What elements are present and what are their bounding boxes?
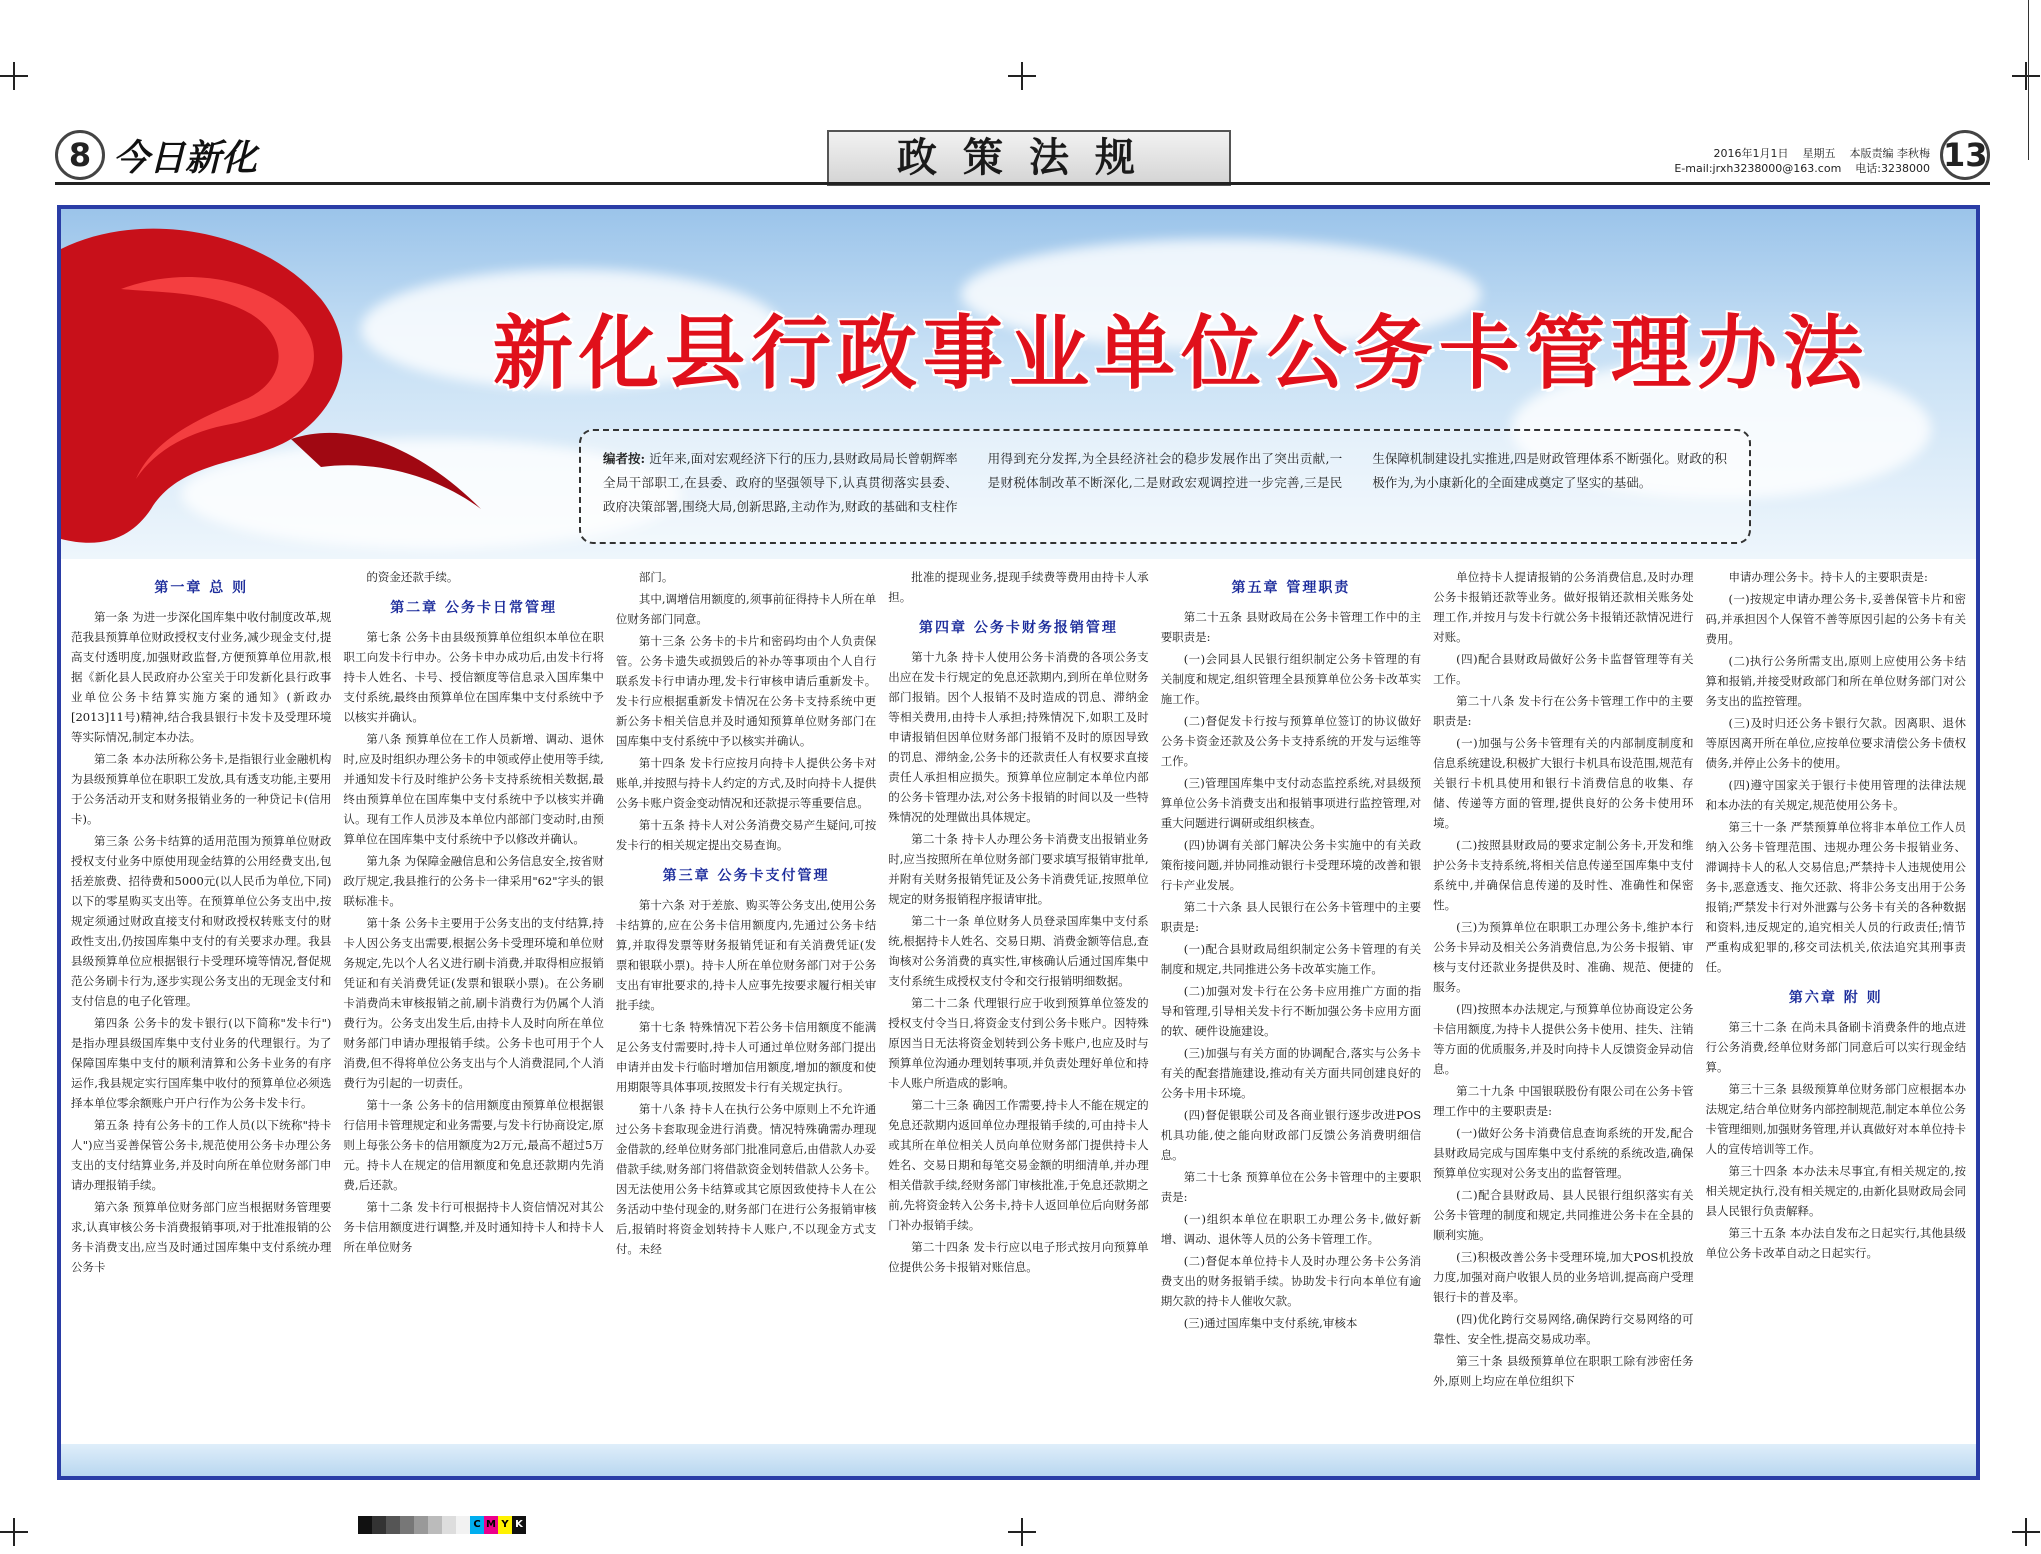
page-number-left: 8 [55, 130, 105, 180]
article-paragraph: 部门。 [638, 570, 674, 584]
article-paragraph: 第十条 公务卡主要用于公务支出的支付结算,持卡人因公务支出需要,根据公务卡受理环境和单位财务规定,先以个人名义进行刷卡消费,并取得相应报销凭证和有关消费凭证(发票和银联小票)。在公务刷卡消费尚未审核报销之前,刷卡消费行为仍属个人消费行为。公务支出发生后,由持卡人及时向所在单位财务部门申请办理报销手续。公务卡也可用于个人消费,但不得将单位公务支出与个人消费混同,个人消费行为引起的一切责任。 [343, 916, 604, 1090]
crop-mark [2012, 62, 2040, 90]
article-paragraph: 第三十四条 本办法未尽事宜,有相关规定的,按相关规定执行,没有相关规定的,由新化县财政局会同县人民银行负责解释。 [1705, 1164, 1966, 1218]
article-paragraph: 第二条 本办法所称公务卡,是指银行业金融机构为县级预算单位在职职工发放,具有透支功能,主要用于公务活动开支和财务报销业务的一种贷记卡(信用卡)。 [71, 752, 332, 826]
article-paragraph: (四)遵守国家关于银行卡使用管理的法律法规和本办法的有关规定,规范使用公务卡。 [1705, 778, 1966, 812]
gray-swatch [386, 1516, 400, 1534]
article-paragraph: (四)协调有关部门解决公务卡实施中的有关政策衔接问题,并协同推动银行卡受理环境的改善和银行卡产业发展。 [1160, 838, 1422, 892]
article-paragraph: 第二十九条 中国银联股份有限公司在公务卡管理工作中的主要职责是: [1433, 1084, 1694, 1118]
trim-line [2028, 0, 2029, 160]
gray-swatch [442, 1516, 456, 1534]
article-paragraph: (三)为预算单位在职职工办理公务卡,维护本行公务卡异动及相关公务消费信息,为公务卡报销、审核与支付还款业务提供及时、准确、规范、便捷的服务。 [1433, 920, 1694, 994]
article-paragraph: (二)执行公务所需支出,原则上应使用公务卡结算和报销,并接受财政部门和所在单位财务部门对公务支出的监控管理。 [1705, 654, 1966, 708]
article-paragraph: (三)管理国库集中支付动态监控系统,对县级预算单位公务卡消费支出和报销事项进行监控管理,对重大问题进行调研或组织核查。 [1160, 776, 1422, 830]
contact-email: E-mail:jrxh3238000@163.com [1674, 162, 1842, 175]
gray-swatch [456, 1516, 470, 1534]
article-paragraph: 第六条 预算单位财务部门应当根据财务管理要求,认真审核公务卡消费报销事项,对于批准报销的公务卡消费支出,应当及时通过国库集中支付系统办理公务卡 [71, 1200, 332, 1274]
article-paragraph: 第二十六条 县人民银行在公务卡管理中的主要职责是: [1160, 900, 1422, 934]
article-paragraph: 第九条 为保障金融信息和公务信息安全,按省财政厅规定,我县推行的公务卡一律采用"62"字头的银联标准卡。 [343, 854, 604, 908]
article-paragraph: 第二十二条 代理银行应于收到预算单位签发的授权支付令当日,将资金支付到公务卡账户。因特殊原因当日无法将资金划转到公务卡账户,也应及时与预算单位沟通办理划转事项,并负责处理好单位和持卡人账户所造成的影响。 [888, 996, 1149, 1090]
issue-weekday: 星期五 [1802, 147, 1836, 160]
article-paragraph: 第十八条 持卡人在执行公务中原则上不允许通过公务卡套取现金进行消费。情况特殊确需办理现金借款的,经单位财务部门批准同意后,由借款人办妥借款手续,财务部门将借款资金划转借款人公务卡。因无法使用公务卡结算或其它原因致使持卡人在公务活动中垫付现金的,财务部门在进行公务报销审核后,报销时将资金划转持卡人账户,不以现金方式支付。未经 [615, 1102, 877, 1256]
article-paragraph: 第十五条 持卡人对公务消费交易产生疑问,可按发卡行的相关规定提出交易查询。 [615, 818, 877, 852]
article-paragraph: 第三十条 县级预算单位在职职工除有涉密任务外,原则上均应在单位组织下 [1433, 1354, 1694, 1388]
page-number-right: 13 [1940, 130, 1990, 180]
article-paragraph: 申请办理公务卡。持卡人的主要职责是: [1728, 570, 1928, 584]
text-column [1433, 567, 1693, 1447]
gray-swatch [358, 1516, 372, 1534]
article-paragraph: 第三十五条 本办法自发布之日起实行,其他县级单位公务卡改革自动之日起实行。 [1705, 1226, 1966, 1260]
issue-info [1660, 146, 1930, 176]
crop-mark [0, 62, 28, 90]
chapter-heading: 第二章 公务卡日常管理 [390, 600, 558, 616]
article-body [71, 567, 1966, 1447]
contact-phone: 电话:3238000 [1855, 162, 1930, 175]
black-swatch: K [512, 1516, 526, 1534]
chapter-heading: 第五章 管理职责 [1231, 580, 1351, 596]
article-paragraph: 第四条 公务卡的发卡银行(以下简称"发卡行")是指办理县级国库集中支付业务的代理银行。为了保障国库集中支付的顺利清算和公务卡业务的有序运作,我县规定实行国库集中收付的预算单位必须选择本单位零余额账户开户行作为公务卡发卡行。 [71, 1016, 332, 1110]
article-paragraph: 批准的提现业务,提现手续费等费用由持卡人承担。 [888, 570, 1149, 604]
article-paragraph: 第五条 持有公务卡的工作人员(以下统称"持卡人")应当妥善保管公务卡,规范使用公务卡办理公务支出的支付结算业务,并及时向所在单位财务部门申请办理报销手续。 [71, 1118, 332, 1192]
article-paragraph: (一)配合县财政局组织制定公务卡管理的有关制度和规定,共同推进公务卡改革实施工作。 [1160, 942, 1422, 976]
article-paragraph: 第二十三条 确因工作需要,持卡人不能在规定的免息还款期内返回单位办理报销手续的,可由持卡人或其所在单位相关人员向单位财务部门提供持卡人姓名、交易日期和每笔交易金额的明细清单,并办理相关借款手续,经财务部门审核批准,于免息还款期之前,先将资金转入公务卡,持卡人返回单位后向财务部门补办报销手续。 [888, 1098, 1149, 1232]
magenta-swatch: M [484, 1516, 498, 1534]
article-paragraph: (二)督促本单位持卡人及时办理公务卡公务消费支出的财务报销手续。协助发卡行向本单位有逾期欠款的持卡人催收欠款。 [1160, 1254, 1422, 1308]
page-editor: 本版责编 李秋梅 [1849, 147, 1930, 160]
gray-swatch [428, 1516, 442, 1534]
article-paragraph: 第八条 预算单位在工作人员新增、调动、退休时,应及时组织办理公务卡的申领或停止使用等手续,并通知发卡行及时维护公务卡支持系统相关数据,最终由预算单位在国库集中支付系统中予以核实并确认。现有工作人员涉及本单位内部部门变动时,由预算单位在国库集中支付系统中予以修改并确认。 [343, 732, 604, 846]
text-column [343, 567, 603, 1447]
article-paragraph: (三)加强与有关方面的协调配合,落实与公务卡有关的配套措施建设,推动有关方面共同创建良好的公务卡用卡环境。 [1160, 1046, 1422, 1100]
editor-note-label: 编者按: [603, 451, 646, 466]
article-paragraph: 第十七条 特殊情况下若公务卡信用额度不能满足公务支付需要时,持卡人可通过单位财务部门提出申请并由发卡行临时增加信用额度,增加的额度和使用期限等具体事项,按照发卡行有关规定执行。 [615, 1020, 877, 1094]
article-headline: 新化县行政事业单位公务卡管理办法 [493, 307, 1869, 400]
cyan-swatch: C [470, 1516, 484, 1534]
article-paragraph: (二)配合县财政局、县人民银行组织落实有关公务卡管理的制度和规定,共同推进公务卡在全县的顺利实施。 [1433, 1188, 1694, 1242]
gray-swatch [400, 1516, 414, 1534]
article-paragraph: (四)督促银联公司及各商业银行逐步改进POS机具功能,使之能向财政部门反馈公务消费明细信息。 [1160, 1108, 1422, 1162]
article-paragraph: (二)加强对发卡行在公务卡应用推广方面的指导和管理,引导相关发卡行不断加强公务卡应用方面的软、硬件设施建设。 [1160, 984, 1422, 1038]
color-registration-bar [358, 1516, 526, 1534]
article-paragraph: (二)督促发卡行按与预算单位签订的协议做好公务卡资金还款及公务卡支持系统的开发与运维等工作。 [1160, 714, 1422, 768]
article-paragraph: 第十三条 公务卡的卡片和密码均由个人负责保管。公务卡遗失或损毁后的补办等事项由个人自行联系发卡行申请办理,发卡行审核申请后重新发卡。发卡行应根据重新发卡情况在公务卡支持系统中更新公务卡相关信息并及时通知预算单位财务部门在国库集中支付系统中予以核实并确认。 [615, 634, 877, 748]
article-paragraph: 的资金还款手续。 [366, 570, 459, 584]
article-paragraph: 第三十三条 县级预算单位财务部门应根据本办法规定,结合单位财务内部控制规范,制定本单位公务卡管理细则,加强财务管理,并认真做好对本单位持卡人的宣传培训等工作。 [1705, 1082, 1966, 1156]
article-paragraph: (一)会同县人民银行组织制定公务卡管理的有关制度和规定,组织管理全县预算单位公务卡改革实施工作。 [1160, 652, 1422, 706]
gray-swatch [414, 1516, 428, 1534]
text-column [1161, 567, 1421, 1447]
article-paragraph: 第十一条 公务卡的信用额度由预算单位根据银行信用卡管理规定和业务需要,与发卡行协商设定,原则上每张公务卡的信用额度为2万元,最高不超过5万元。持卡人在规定的信用额度和免息还款期内先消费,后还款。 [343, 1098, 604, 1192]
article-paragraph: 第十四条 发卡行应按月向持卡人提供公务卡对账单,并按照与持卡人约定的方式,及时向持卡人提供公务卡账户资金变动情况和还款提示等重要信息。 [615, 756, 877, 810]
article-paragraph: 第二十一条 单位财务人员登录国库集中支付系统,根据持卡人姓名、交易日期、消费金额等信息,查询核对公务消费的真实性,审核确认后通过国库集中支付系统生成授权支付令和交行报销明细数据。 [888, 914, 1149, 988]
article-paragraph: 第一条 为进一步深化国库集中收付制度改革,规范我县预算单位财政授权支付业务,减少现金支付,提高支付透明度,加强财政监督,方便预算单位用款,根据《新化县人民政府办公室关于印发新化县行政事业单位公务卡结算实施方案的通知》(新政办[2013]11号)精神,结合我县银行卡发卡及受理环境等实际情况,制定本办法。 [71, 610, 332, 744]
bottom-strip [61, 1444, 1976, 1476]
article-paragraph: 第十九条 持卡人使用公务卡消费的各项公务支出应在发卡行规定的免息还款期内,到所在单位财务部门报销。因个人报销不及时造成的罚息、滞纳金等相关费用,由持卡人承担;持殊情况下,如职工及时申请报销但因单位财务部门报销不及时的原因导致的罚息、滞纳金,公务卡的还款责任人有权要求直接责任人承担相应损失。预算单位应制定本单位内部的公务卡管理办法,对公务卡报销的时间以及一些特殊情况的处理做出具体规定。 [888, 650, 1149, 824]
article-paragraph: 第十六条 对于差旅、购买等公务支出,使用公务卡结算的,应在公务卡信用额度内,先通过公务卡结算,并取得发票等财务报销凭证和有关消费凭证(发票和银联小票)。持卡人所在单位财务部门对于公务支出有审批要求的,持卡人应事先按要求履行相关审批手续。 [615, 898, 877, 1012]
article-paragraph: 第三十一条 严禁预算单位将非本单位工作人员纳入公务卡管理范围、违规办理公务卡报销业务、滞调持卡人的私人交易信息;严禁持卡人违规使用公务卡,恶意透支、拖欠还款、将非公务支出用于公务报销;严禁发卡行对外泄露与公务卡有关的各种数据和资料,违反规定的,追究相关人员的行政责任;情节严重构成犯罪的,移交司法机关,依法追究其刑事责任。 [1705, 820, 1966, 974]
chapter-heading: 第一章 总 则 [154, 580, 249, 596]
chapter-heading: 第三章 公务卡支付管理 [662, 868, 830, 884]
header-rule [55, 182, 1990, 185]
article-paragraph: (一)加强与公务卡管理有关的内部制度制度和信息系统建设,积极扩大银行卡机具布设范围,规范有关银行卡机具使用和银行卡消费信息的收集、存储、传递等方面的管理,提供良好的公务卡使用环境。 [1433, 736, 1694, 830]
article-paragraph: (一)做好公务卡消费信息查询系统的开发,配合县财政局完成与国库集中支付系统的系统改造,确保预算单位实现对公务支出的监督管理。 [1433, 1126, 1694, 1180]
article-paragraph: 第十二条 发卡行可根据持卡人资信情况对其公务卡信用额度进行调整,并及时通知持卡人和持卡人所在单位财务 [343, 1200, 604, 1254]
article-paragraph: (一)按规定申请办理公务卡,妥善保管卡片和密码,并承担因个人保管不善等原因引起的公务卡有关费用。 [1705, 592, 1966, 646]
text-column [888, 567, 1148, 1447]
crop-mark [1008, 1518, 1036, 1546]
article-paragraph: (四)配合县财政局做好公务卡监督管理等有关工作。 [1433, 652, 1694, 686]
article-paragraph: 第二十条 持卡人办理公务卡消费支出报销业务时,应当按照所在单位财务部门要求填写报销审批单,并附有关财务报销凭证及公务卡消费凭证,按照单位规定的财务报销程序报请审批。 [888, 832, 1149, 906]
article-paragraph: (四)优化跨行交易网络,确保跨行交易网络的可靠性、安全性,提高交易成功率。 [1433, 1312, 1694, 1346]
article-paragraph: (四)按照本办法规定,与预算单位协商设定公务卡信用额度,为持卡人提供公务卡使用、挂失、注销等方面的优质服务,并及时向持卡人反馈资金异动信息。 [1433, 1002, 1694, 1076]
editor-note-text: 近年来,面对宏观经济下行的压力,县财政局局长曾朝辉率全局干部职工,在县委、政府的坚强领导下,认真贯彻落实县委、政府决策部署,围绕大局,创新思路,主动作为,财政的基础和支柱作用得到充分发挥,为全县经济社会的稳步发展作出了突出贡献,一是财税体制改革不断深化,二是财政宏观调控进一步完善,三是民生保障机制建设扎实推进,四是财政管理体系不断强化。财政的积极作为,为小康新化的全面建成奠定了坚实的基础。 [603, 451, 1727, 514]
article-paragraph: 第七条 公务卡由县级预算单位组织本单位在职职工向发卡行申办。公务卡申办成功后,由发卡行将持卡人姓名、卡号、授信额度等信息录入国库集中支付系统,最终由预算单位在国库集中支付系统中予以核实并确认。 [343, 630, 604, 724]
text-column [616, 567, 876, 1447]
yellow-swatch: Y [498, 1516, 512, 1534]
article-paragraph: (二)按照县财政局的要求定制公务卡,开发和维护公务卡支持系统,将相关信息传递至国库集中支付系统中,并确保信息传递的及时性、准确性和保密性。 [1433, 838, 1694, 912]
article-paragraph: (三)积极改善公务卡受理环境,加大POS机投放力度,加强对商户收银人员的业务培训,提高商户受理银行卡的普及率。 [1433, 1250, 1694, 1304]
crop-mark [2012, 1518, 2040, 1546]
article-paragraph: 单位持卡人提请报销的公务消费信息,及时办理公务卡报销还款等业务。做好报销还款相关账务处理工作,并按月与发卡行就公务卡报销还款情况进行对账。 [1433, 570, 1694, 644]
text-column [1706, 567, 1966, 1447]
chapter-heading: 第六章 附 则 [1788, 990, 1883, 1006]
article-paragraph: 第二十五条 县财政局在公务卡管理工作中的主要职责是: [1160, 610, 1422, 644]
issue-date: 2016年1月1日 [1713, 147, 1789, 160]
chapter-heading: 第四章 公务卡财务报销管理 [919, 620, 1118, 636]
article-paragraph: 第三十二条 在尚未具备刷卡消费条件的地点进行公务消费,经单位财务部门同意后可以实行现金结算。 [1705, 1020, 1966, 1074]
crop-mark [0, 1518, 28, 1546]
article-frame [57, 205, 1980, 1480]
article-paragraph: 其中,调增信用额度的,须事前征得持卡人所在单位财务部门同意。 [615, 592, 877, 626]
article-paragraph: (三)及时归还公务卡银行欠款。因离职、退休等原因离开所在单位,应按单位要求清偿公务卡债权债务,并停止公务卡的使用。 [1705, 716, 1966, 770]
section-title: 政策法规 [827, 130, 1231, 186]
article-paragraph: (三)通过国库集中支付系统,审核本 [1183, 1316, 1358, 1330]
text-column [71, 567, 331, 1447]
hero-banner [61, 209, 1976, 559]
article-paragraph: 第三条 公务卡结算的适用范围为预算单位财政授权支付业务中原使用现金结算的公用经费支出,包括差旅费、招待费和5000元(以人民币为单位,下同)以下的零星购买支出等。在预算单位公务支出中,按规定须通过财政直接支付和财政授权转账支付的财政性支出,仍按国库集中支付的有关要求办理。我县县级预算单位应根据银行卡受理环境等情况,督促规范公务刷卡行为,逐步实现公务支出的无现金支付和支付信息的电子化管理。 [71, 834, 332, 1008]
crop-mark [1008, 62, 1036, 90]
article-paragraph: 第二十四条 发卡行应以电子形式按月向预算单位提供公务卡报销对账信息。 [888, 1240, 1149, 1274]
page-header [55, 130, 1990, 196]
article-paragraph: (一)组织本单位在职职工办理公务卡,做好新增、调动、退休等人员的公务卡管理工作。 [1160, 1212, 1422, 1246]
gray-swatch [372, 1516, 386, 1534]
editor-note [579, 429, 1751, 544]
article-paragraph: 第二十八条 发卡行在公务卡管理工作中的主要职责是: [1433, 694, 1694, 728]
masthead-logo: 今日新化 [113, 137, 258, 179]
article-paragraph: 第二十七条 预算单位在公务卡管理中的主要职责是: [1160, 1170, 1422, 1204]
